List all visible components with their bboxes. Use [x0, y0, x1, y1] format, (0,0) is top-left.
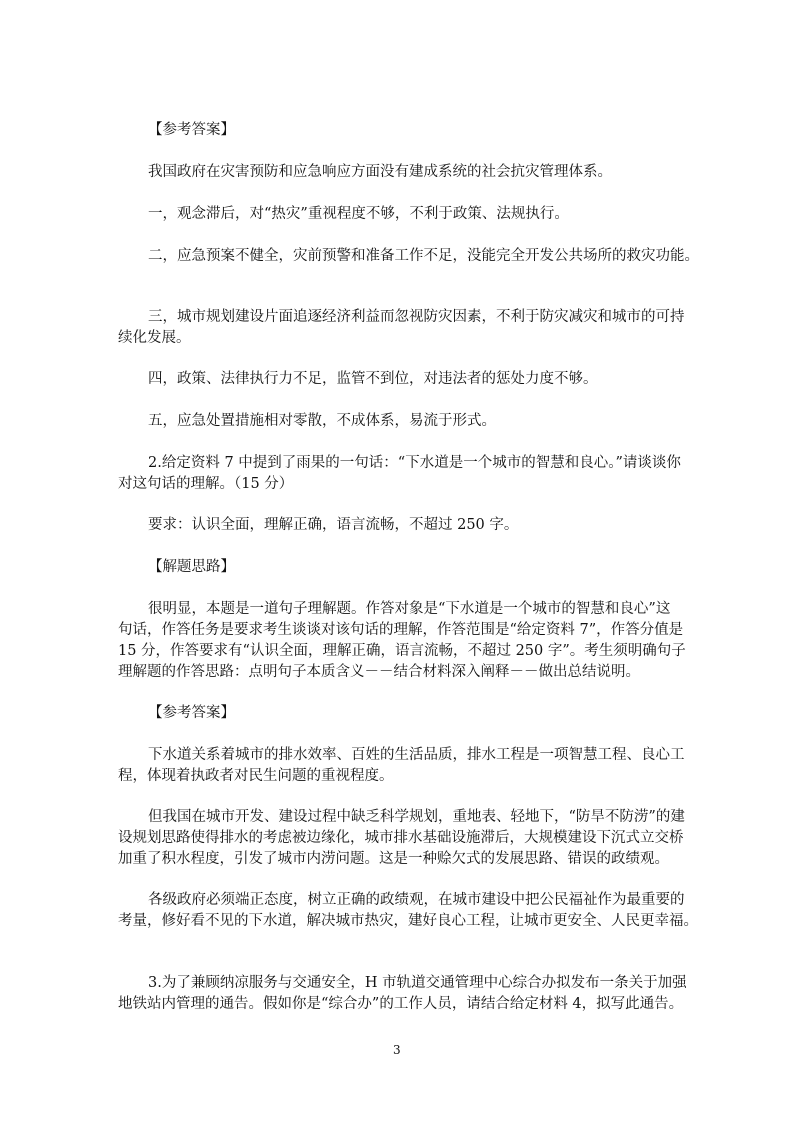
paragraph-line: 各级政府必须端正态度，树立正确的政绩观，在城市建设中把公民福祉作为最重要的: [148, 892, 685, 908]
paragraph-line: 考量，修好看不见的下水道，解决城市热灾，建好良心工程，让城市更安全、人民更幸福。: [118, 913, 698, 929]
paragraph-line: 四，政策、法律执行力不足，监管不到位，对违法者的惩处力度不够。: [148, 371, 598, 387]
paragraph-line: 设规划思路使得排水的考虑被边缘化，城市排水基础设施滞后，大规模建设下沉式立交桥: [118, 830, 684, 846]
paragraph-line: 我国政府在灾害预防和应急响应方面没有建成系统的社会抗灾管理体系。: [148, 164, 612, 180]
question-line: 地铁站内管理的通告。假如你是“综合办”的工作人员，请结合给定材料 4，拟写此通告。: [118, 996, 684, 1012]
paragraph-line: 很明显，本题是一道句子理解题。作答对象是“下水道是一个城市的智慧和良心”这: [148, 601, 671, 617]
paragraph-line: 三，城市规划建设片面追逐经济利益而忽视防灾因素，不利于防灾减灾和城市的可持: [148, 309, 685, 325]
paragraph-line: 15 分，作答要求有“认识全面，理解正确，语言流畅，不超过 250 字”。考生须明确句子: [118, 643, 686, 659]
paragraph-line: 程，体现着执政者对民生问题的重视程度。: [118, 768, 394, 784]
paragraph-line: 但我国在城市开发、建设过程中缺乏科学规划，重地表、轻地下，“防旱不防涝”的建: [148, 809, 685, 825]
heading-reference-answer: 【参考答案】: [148, 705, 235, 721]
heading-solution-approach: 【解题思路】: [148, 559, 235, 575]
paragraph-line: 一，观念滞后，对“热灾”重视程度不够，不利于政策、法规执行。: [148, 206, 569, 222]
paragraph-line: 句话，作答任务是要求考生谈谈对该句话的理解，作答范围是“给定资料 7”，作答分值是: [118, 622, 684, 638]
paragraph-line: 加重了积水程度，引发了城市内涝问题。这是一种赊欠式的发展思路、错误的政绩观。: [118, 851, 669, 867]
paragraph-line: 五，应急处置措施相对零散，不成体系，易流于形式。: [148, 413, 496, 429]
paragraph-line: 续化发展。: [118, 330, 191, 346]
heading-reference-answer: 【参考答案】: [148, 122, 235, 138]
paragraph-line: 下水道关系着城市的排水效率、百姓的生活品质，排水工程是一项智慧工程、良心工: [148, 747, 685, 763]
question-line: 对这句话的理解。（15 分）: [118, 476, 294, 492]
paragraph-line: 二，应急预案不健全，灾前预警和准备工作不足，没能完全开发公共场所的救灾功能。: [148, 248, 699, 264]
requirement-line: 要求：认识全面，理解正确，语言流畅，不超过 250 字。: [148, 517, 519, 533]
page-number: 3: [393, 1043, 401, 1057]
paragraph-line: 理解题的作答思路：点明句子本质含义－－结合材料深入阐释－－做出总结说明。: [118, 664, 640, 680]
question-line: 3.为了兼顾纳凉服务与交通安全，H 市轨道交通管理中心综合办拟发布一条关于加强: [148, 975, 687, 991]
question-line: 2.给定资料 7 中提到了雨果的一句话：“下水道是一个城市的智慧和良心。”请谈谈你: [148, 455, 681, 471]
